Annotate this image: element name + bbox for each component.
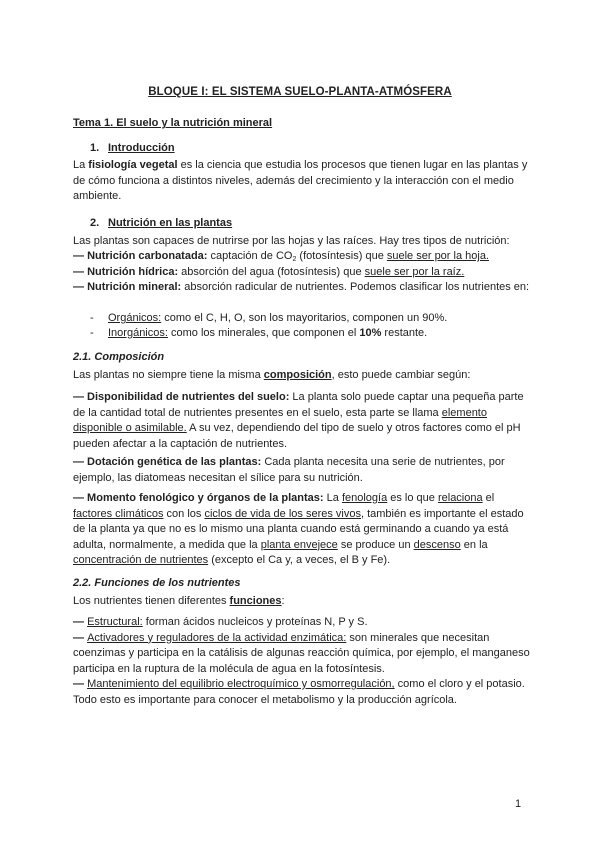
text: como los minerales, que componen el [167,327,360,339]
text: con los [163,507,205,520]
underlined: descenso [413,538,461,551]
section-number: 2. [90,217,100,229]
bold-term: 10% [359,327,382,339]
dash: — [73,266,88,278]
underlined: ciclos de vida de los seres vivos, [204,507,365,520]
funciones-list [73,615,533,708]
text: captación de CO [207,250,293,262]
nutricion-hidrica [73,265,533,281]
text: es lo que [387,492,438,504]
underlined: concentración de nutrientes [73,554,209,566]
underlined: suele ser por la raíz. [364,266,465,278]
nutricion-intro: Las plantas son capaces de nutrirse por las hojas y las raíces. Hay tres tipos de nutrición: [73,235,510,247]
text: , esto puede cambiar según: [331,369,471,381]
dash: — [73,678,88,690]
dash: — [73,616,88,628]
nutricion-mineral [73,280,533,296]
bold-term: Nutrición hídrica: [87,266,179,278]
text: forman ácidos nucleicos y proteínas N, P y S. [142,616,368,628]
bold-term: — Disponibilidad de nutrientes del suelo: [73,391,290,403]
page-number: 1 [515,798,522,810]
document-title: BLOQUE I: EL SISTEMA SUELO-PLANTA-ATMÓSFERA [148,86,452,98]
dash: — [73,631,88,644]
text: el [482,492,495,504]
text: (excepto el Ca y, a veces, el B y Fe). [208,554,391,566]
text: La [323,492,342,504]
dash: — [73,281,88,293]
bold-term: — Dotación genética de las plantas: [73,456,262,468]
underlined: Inorgánicos: [108,327,168,339]
funcion-estructural [73,615,533,631]
section-heading-nutricion [90,216,550,232]
funcion-activadores [73,631,533,678]
bold-underlined: composición [263,369,332,381]
text: (fotosíntesis) que [296,250,387,262]
nutricion-carbonatada [73,249,533,265]
underlined: Orgánicos: [108,312,162,324]
list-item-inorganicos [90,326,530,342]
funciones-intro [73,594,533,610]
text: Cada planta necesita una serie de nutrientes, por ejemplo, las diatomeas necesitan el sílice para su nutrición. [73,456,505,484]
bold-term: Nutrición carbonatada: [87,250,208,262]
text: son minerales que necesitan coenzimas y participa en la catálisis de algunas reacción química, por ejemplo, el manganeso participa en la ruptura de la molécula de agua en la fotosíntesis. [73,631,530,675]
subscript: 2 [292,256,297,263]
bold-term: fisiología vegetal [88,159,178,171]
dash: - [90,327,94,339]
underlined: Estructural: [87,616,143,628]
text: restante. [381,327,428,339]
underlined: planta envejece [260,538,338,551]
bold-term: — Momento fenológico y órganos de la plantas: [73,492,324,504]
underlined: relaciona [437,492,483,504]
text: Las plantas no siempre tiene la misma [73,369,264,381]
text: Los nutrientes tienen diferentes [73,595,230,607]
underlined: Activadores y reguladores de la actividad enzimática: [87,631,347,644]
text: se produce un [337,538,414,551]
section-number: 1. [90,142,100,154]
text: como el C, H, O, son los mayoritarios, componen un 90%. [161,312,448,324]
text: A su vez, dependiendo del tipo de suelo y otros factores como el pH pueden afectar a la captación de nutrientes. [73,422,521,450]
list-item-organicos [90,311,530,327]
composicion-disponibilidad [73,390,533,452]
text: en la [460,538,488,551]
underlined: Mantenimiento del equilibrio electroquímico y osmorregulación, [87,678,395,690]
funcion-mantenimiento [73,677,533,708]
subsection-heading-funciones: 2.2. Funciones de los nutrientes [73,577,241,589]
dash: — [73,250,88,262]
tema-heading: Tema 1. El suelo y la nutrición mineral [73,117,273,129]
subsection-heading-composicion: 2.1. Composición [73,351,165,363]
dash: - [90,312,94,324]
text: es la ciencia que estudia los procesos que tienen lugar en las plantas y de cómo funciona a distintos niveles, además del crecimiento y la interacción con el medio ambiente. [73,159,528,202]
underlined: elemento disponible o asimilable. [73,406,487,434]
composicion-momento [73,491,533,569]
bold-underlined: funciones [229,595,282,607]
underlined: factores climáticos [73,507,164,520]
bold-term: Nutrición mineral: [87,281,182,293]
text: absorción del agua (fotosíntesis) que [178,266,365,278]
text: absorción radicular de nutrientes. Podemos clasificar los nutrientes en: [181,281,530,293]
underlined: suele ser por la hoja. [386,250,489,262]
text: La [73,159,89,171]
underlined: fenología [341,492,388,504]
text: La planta solo puede captar una pequeña parte de la cantidad total de nutrientes presentes en el suelo, esta parte se llama [73,391,524,419]
section-label: Nutrición en las plantas [108,217,233,229]
text: también es importante el estado de la planta ya que no es lo mismo una planta cuando está germinando a cuando ya está adulta, normalmente, a medida que la [73,507,524,551]
section-heading-intro [90,141,550,157]
intro-paragraph [73,158,533,205]
composicion-dotacion [73,455,533,486]
text: : [281,595,285,607]
composicion-intro [73,368,533,384]
text: como el cloro y el potasio. Todo esto es importante para conocer el metabolismo y la producción agrícola. [73,678,525,706]
section-label: Introducción [108,142,175,154]
